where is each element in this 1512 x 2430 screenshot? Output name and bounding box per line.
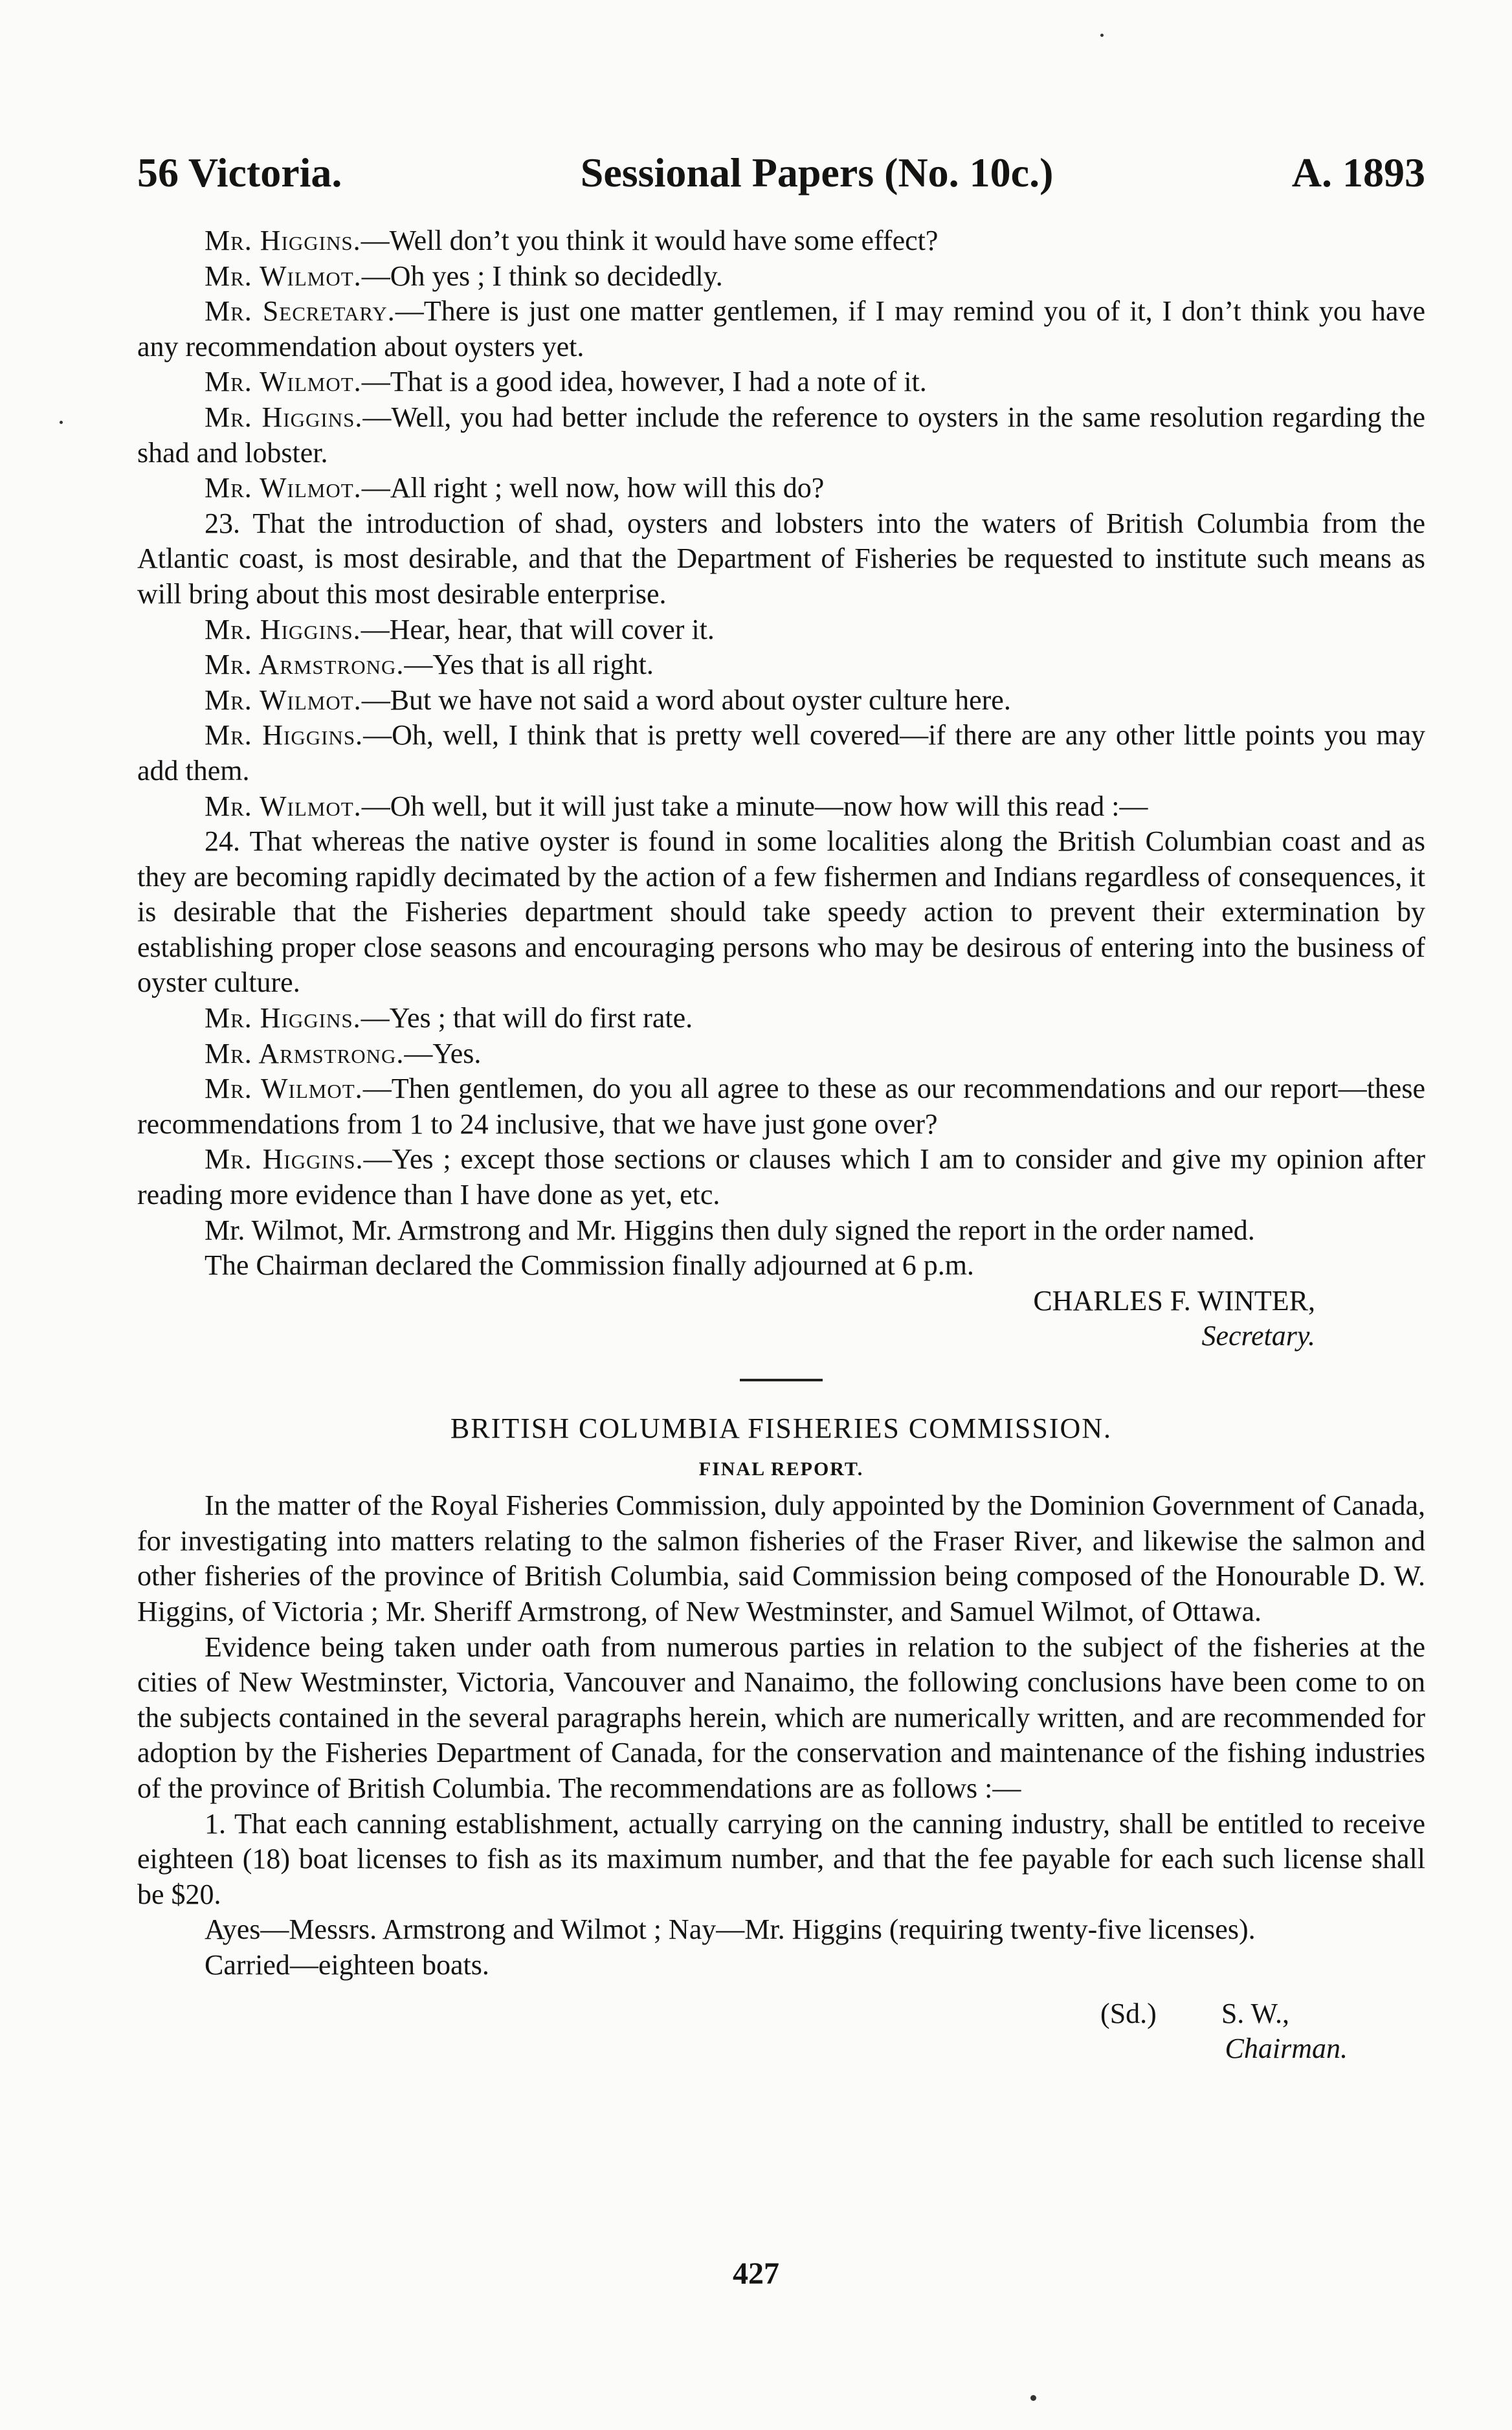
transcript-line: Mr. Higgins.—Hear, hear, that will cover it. [205,613,715,645]
chairman-initials: S. W., [1221,1997,1289,2029]
page-body [137,223,1425,2067]
transcript-line: Mr. Wilmot.—All right ; well now, how will this do? [205,472,825,504]
signing-note: Mr. Wilmot, Mr. Armstrong and Mr. Higgins then duly signed the report in the order named. [205,1214,1255,1246]
transcript-line: Mr. Higgins.—Well don’t you think it would have some effect? [205,225,939,256]
header-left: 56 Victoria. [137,150,342,195]
transcript-line: Mr. Wilmot.—Then gentlemen, do you all agree to these as our recommendations and our report—these recommendations from 1 to 24 inclusive, that we have just gone over? [137,1073,1425,1140]
secretary-title: Secretary. [1201,1320,1315,1352]
transcript-line: Mr. Secretary.—There is just one matter gentlemen, if I may remind you of it, I don’t think you have any recommendation about oysters yet. [137,295,1425,362]
sd-label: (Sd.) [1100,1997,1157,2029]
report-paragraph: In the matter of the Royal Fisheries Commission, duly appointed by the Dominion Government of Canada, for investigating into matters relating to the salmon fisheries of the Fraser River, and likewise the salmon and other fisheries of the province of British Columbia, said Commission being composed of the Honourable D. W. Higgins, of Victoria ; Mr. Sheriff Armstrong, of New Westminster, and Samuel Wilmot, of Ottawa. [137,1489,1425,1627]
print-speck [60,421,63,424]
page-number: 427 [733,2257,779,2291]
transcript-line: Mr. Higgins.—Well, you had better include the reference to oysters in the same resolution regarding the shad and lobster. [137,401,1425,469]
chairman-title: Chairman. [1225,2033,1348,2065]
section-subtitle: FINAL REPORT. [698,1458,864,1480]
closing-signature [137,1996,1425,2032]
secretary-name: CHARLES F. WINTER, [1033,1284,1315,1317]
transcript-line: Mr. Higgins.—Oh, well, I think that is pretty well covered—if there are any other little points you may add them. [137,719,1425,786]
transcript-line: Mr. Wilmot.—That is a good idea, however, I had a note of it. [205,366,927,398]
print-speck [1100,34,1104,37]
transcript-line: Mr. Armstrong.—Yes that is all right. [205,649,654,681]
header-right: A. 1893 [1291,150,1425,195]
adjournment-note: The Chairman declared the Commission finally adjourned at 6 p.m. [205,1249,974,1282]
transcript-line: Mr. Higgins.—Yes ; except those sections or clauses which I am to consider and give my opinion after reading more evidence than I have done as yet, etc. [137,1143,1426,1211]
report-paragraph: 1. That each canning establishment, actually carrying on the canning industry, shall be entitled to receive eighteen (18) boat licenses to fish as its maximum number, and that the fee payable for each such license shall be $20. [137,1807,1425,1910]
report-paragraph: Evidence being taken under oath from numerous parties in relation to the subject of the fisheries at the cities of New Westminster, Victoria, Vancouver and Nanaimo, the following conclusions have been come to on the subjects contained in the several paragraphs herein, which are numerically written, and are recommended for adoption by the Fisheries Department of Canada, for the conservation and maintenance of the fishing industries of the province of British Columbia. The recommendations are as follows :— [137,1631,1425,1804]
report-paragraph: Ayes—Messrs. Armstrong and Wilmot ; Nay—Mr. Higgins (requiring twenty-five licenses). [205,1913,1256,1946]
recommendation-23: 23. That the introduction of shad, oysters and lobsters into the waters of British Columbia from the Atlantic coast, is most desirable, and that the Department of Fisheries be requested to institute such means as will bring about this most desirable enterprise. [137,507,1425,610]
section-divider [740,1379,823,1381]
header-center: Sessional Papers (No. 10c.) [580,150,1054,195]
transcript-line: Mr. Wilmot.—Oh well, but it will just take a minute—now how will this read :— [205,790,1148,822]
section-title: BRITISH COLUMBIA FISHERIES COMMISSION. [450,1412,1113,1444]
transcript-line: Mr. Wilmot.—Oh yes ; I think so decidedly. [205,260,723,292]
report-paragraph: Carried—eighteen boats. [205,1948,489,1981]
page-header [137,144,1425,202]
transcript-line: Mr. Higgins.—Yes ; that will do first rate. [205,1002,693,1034]
transcript-line: Mr. Armstrong.—Yes. [205,1037,482,1069]
print-speck [1030,2395,1036,2401]
recommendation-24: 24. That whereas the native oyster is found in some localities along the British Columbian coast and as they are becoming rapidly decimated by the action of a few fishermen and Indians regardless of consequences, it is desirable that the Fisheries department should take speedy action to prevent their extermination by establishing proper close seasons and encouraging persons who may be desirous of entering into the business of oyster culture. [137,825,1425,999]
transcript-line: Mr. Wilmot.—But we have not said a word about oyster culture here. [205,684,1011,716]
